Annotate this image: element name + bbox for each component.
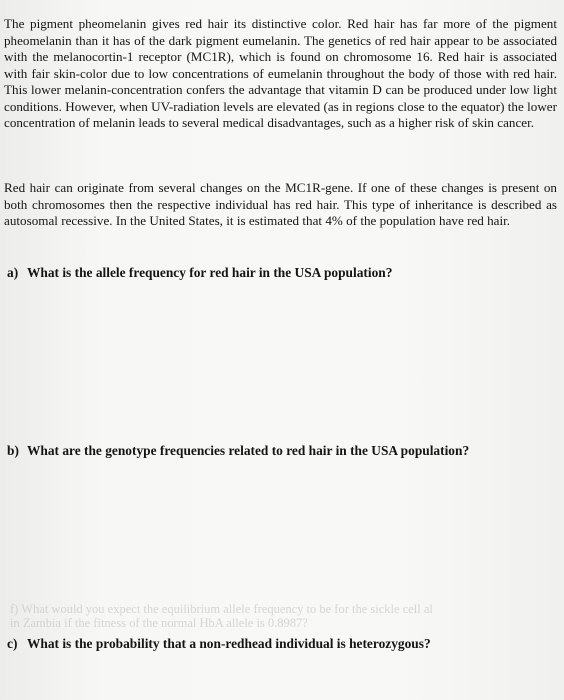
question-c-label: c)	[7, 636, 18, 651]
inheritance-paragraph: Red hair can originate from several changes on the MC1R-gene. If one of these changes is present on both chromosomes then the respective individual has red hair. This type of inheritance is described as autosomal recessive. In the United States, it is estimated that 4% of the population have red hair.	[4, 180, 557, 229]
question-a	[4, 264, 392, 281]
bleed-through-line-1: f) What would you expect the equilibrium allele frequency to be for the sickle cell al	[10, 602, 433, 616]
question-a-label: a)	[7, 265, 19, 280]
intro-paragraph: The pigment pheomelanin gives red hair its distinctive color. Red hair has far more of the pigment pheomelanin than it has of the dark pigment eumelanin. The genetics of red hair appear to be associated with the melanocortin-1 receptor (MC1R), which is found on chromosome 16. Red hair is associated with fair skin-color due to low concentrations of eumelanin throughout the body of those with red hair. This lower melanin-concentration confers the advantage that vitamin D can be produced under low light conditions. However, when UV-radiation levels are elevated (as in regions close to the equator) the lower concentration of melanin leads to several medical disadvantages, such as a higher risk of skin cancer.	[4, 16, 557, 131]
question-a-text: What is the allele frequency for red hair in the USA population?	[27, 265, 393, 280]
question-b	[4, 442, 469, 459]
question-b-label: b)	[7, 443, 19, 458]
question-c-text: What is the probability that a non-redhead individual is heterozygous?	[27, 636, 431, 651]
question-b-text: What are the genotype frequencies related to red hair in the USA population?	[27, 443, 470, 458]
question-c	[4, 635, 431, 652]
bleed-through-line-2: in Zambia if the fitness of the normal HbA allele is 0.8987?	[10, 616, 308, 630]
bleed-through-fragment	[438, 267, 441, 281]
